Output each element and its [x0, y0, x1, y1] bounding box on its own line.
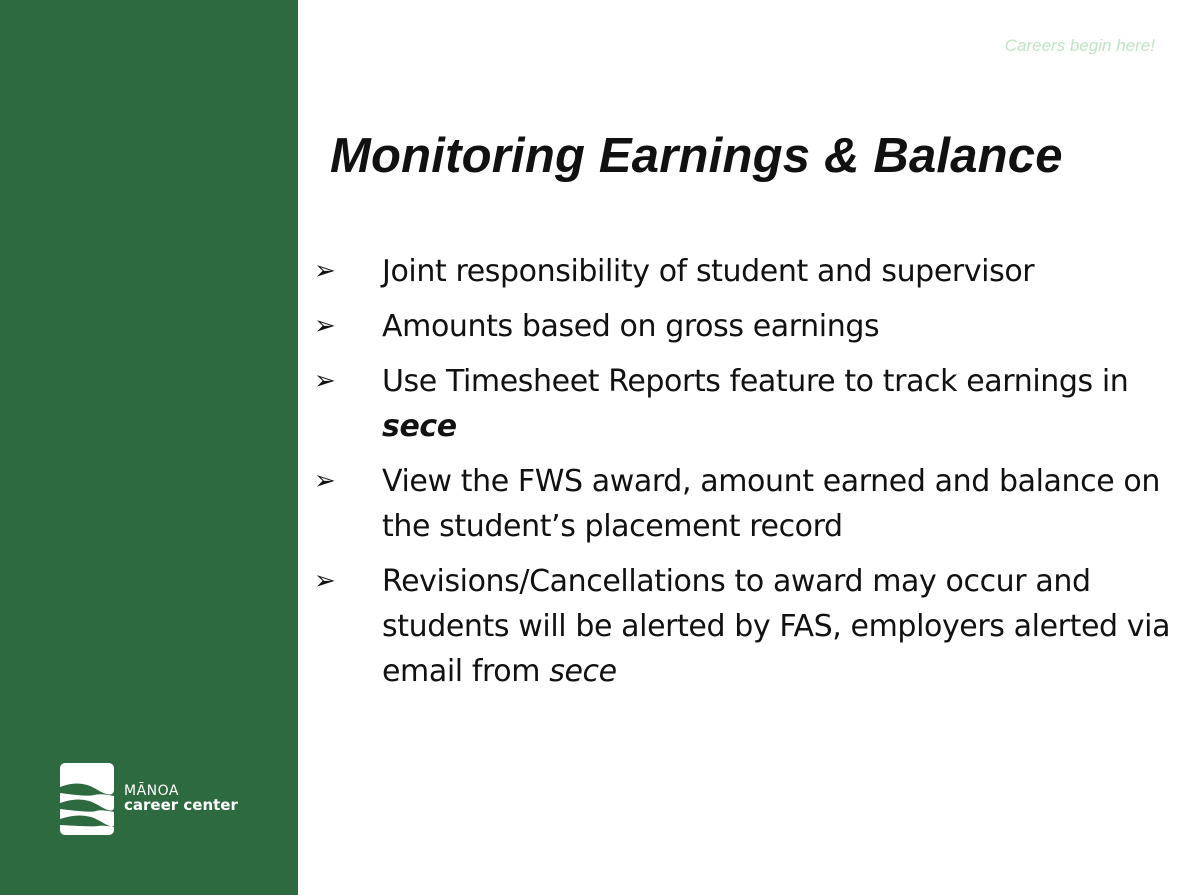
arrow-bullet-icon: ➢ [314, 256, 336, 286]
arrow-bullet-icon: ➢ [314, 366, 336, 396]
arrow-bullet-icon: ➢ [314, 466, 336, 496]
bullet-item [314, 459, 1184, 549]
logo-line-manoa: MĀNOA [124, 782, 179, 799]
logo-line-career-center: career center [124, 796, 238, 815]
bullet-text-main: Revisions/Cancellations to award may occur and students will be alerted by FAS, employers alerted via email from [382, 564, 1171, 689]
bullet-emphasis-sece: sece [382, 409, 457, 444]
tagline: Careers begin here! [1004, 36, 1155, 55]
sidebar-panel [0, 0, 298, 895]
slide-title: Monitoring Earnings & Balance [330, 129, 1063, 183]
logo-text [124, 784, 238, 814]
bullet-text [382, 359, 1128, 449]
bullet-text: View the FWS award, amount earned and balance on the student’s placement record [382, 464, 1160, 544]
bullet-item [314, 304, 1184, 349]
bullet-item [314, 249, 1184, 294]
manoa-career-center-logo [60, 763, 238, 835]
bullet-item [314, 359, 1184, 449]
bullet-text: Amounts based on gross earnings [382, 309, 880, 344]
arrow-bullet-icon: ➢ [314, 566, 336, 596]
bullet-text [382, 559, 1184, 694]
bullet-text: Joint responsibility of student and supervisor [382, 254, 1035, 289]
logo-mark-icon [60, 763, 114, 835]
bullet-list [314, 249, 1184, 704]
arrow-bullet-icon: ➢ [314, 311, 336, 341]
bullet-item [314, 559, 1184, 694]
bullet-emphasis-sece: sece [549, 654, 617, 689]
bullet-text-main: Use Timesheet Reports feature to track earnings in [382, 364, 1129, 399]
